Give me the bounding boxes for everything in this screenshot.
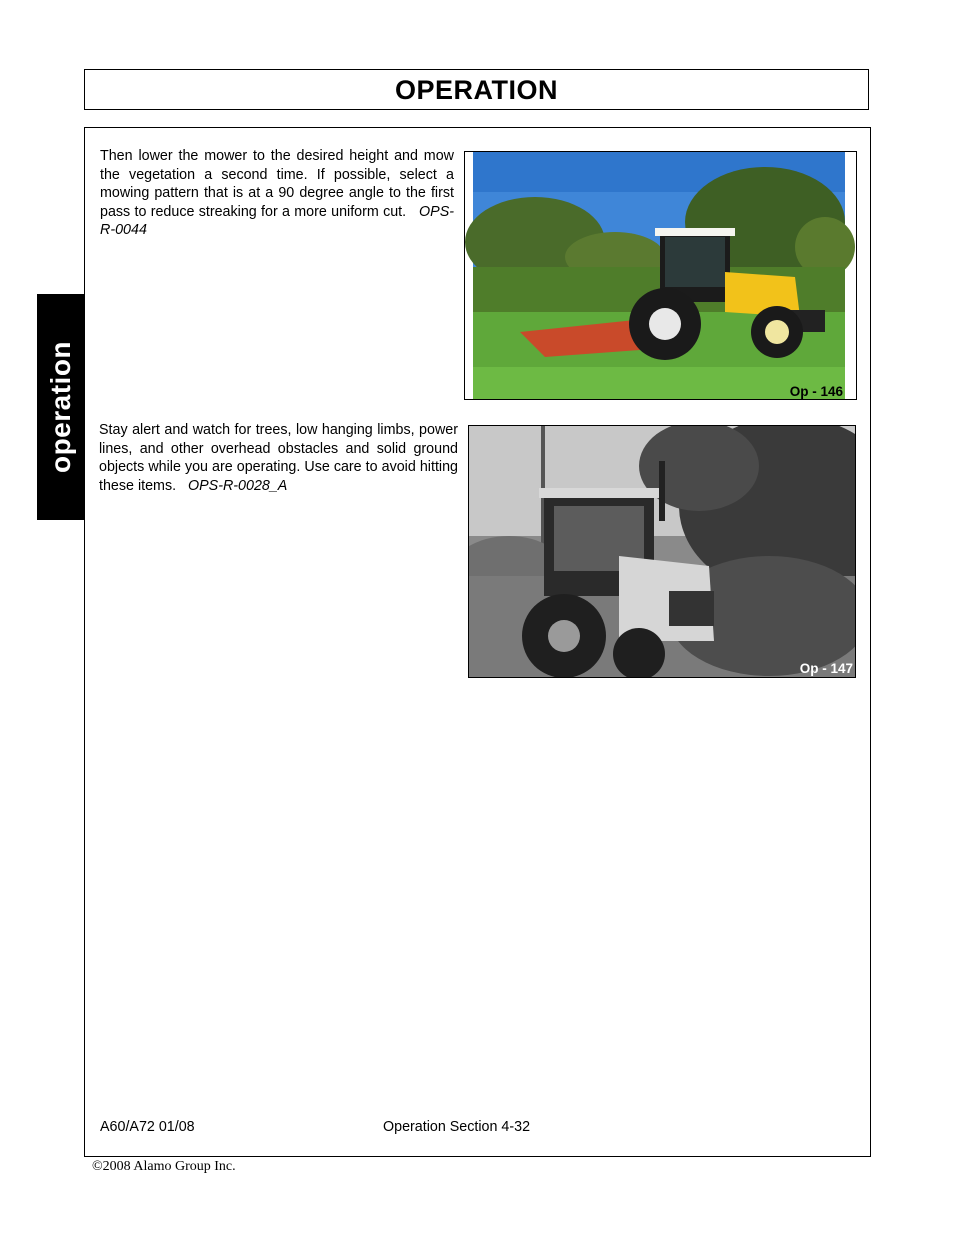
figure-label: Op - 147 bbox=[799, 661, 853, 676]
side-tab-label: operation bbox=[45, 340, 76, 474]
paragraph-text: Then lower the mower to the desired height and mow the vegetation a second time. If possible, select a mowing pattern that is at a 90 degree angle to the first pass to reduce streaking for a more uniform cut. bbox=[100, 148, 454, 220]
footer-model-date: A60/A72 01/08 bbox=[100, 1119, 195, 1135]
figure-tractor-trees bbox=[468, 425, 856, 678]
tractor-mower-photo bbox=[465, 152, 857, 400]
footer-section: Operation Section 4-32 bbox=[383, 1119, 531, 1135]
figure-tractor-mower bbox=[464, 151, 857, 400]
header-box bbox=[84, 69, 869, 110]
paragraph-mowing-pattern bbox=[100, 147, 454, 240]
paragraph-ref: OPS-R-0044 bbox=[100, 203, 454, 238]
tractor-trees-photo bbox=[469, 426, 856, 678]
page-title: OPERATION bbox=[394, 75, 558, 105]
paragraph-ref: OPS-R-0028_A bbox=[188, 477, 288, 494]
paragraph-text: Stay alert and watch for trees, low hanging limbs, power lines, and other overhead obstacles and solid ground objects while you are operating. Use care to avoid hitting these items. bbox=[99, 422, 458, 494]
figure-label: Op - 146 bbox=[789, 384, 843, 399]
paragraph-stay-alert bbox=[99, 421, 458, 495]
side-tab bbox=[37, 294, 85, 520]
copyright: ©2008 Alamo Group Inc. bbox=[92, 1159, 236, 1174]
